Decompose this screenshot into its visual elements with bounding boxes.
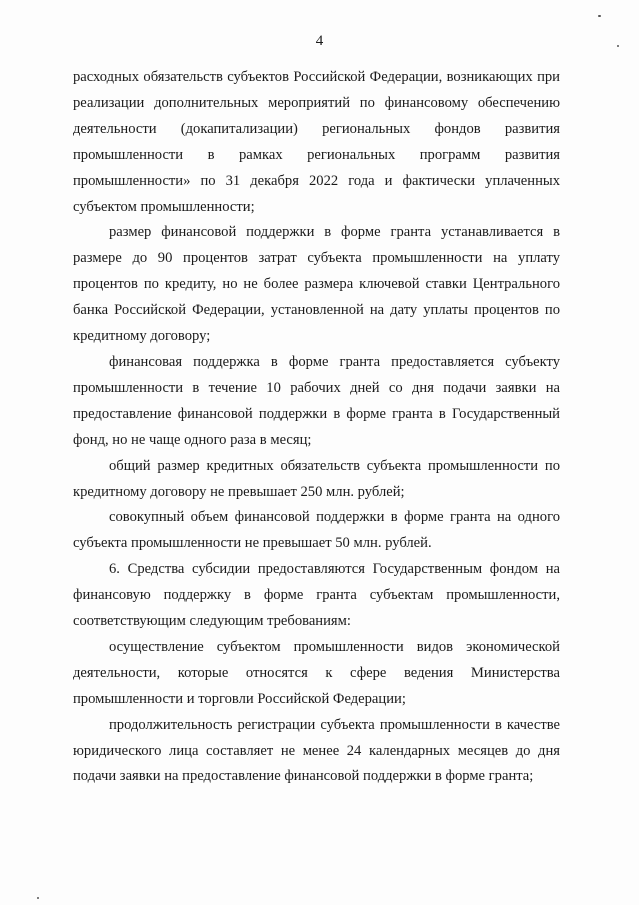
paragraph: продолжительность регистрации субъекта промышленности в качестве юридического лица составляет не менее 24 календарных месяцев до дня подачи заявки на предоставление финансовой поддержки в форме гранта;	[73, 716, 560, 785]
paragraph: 6. Средства субсидии предоставляются Государственным фондом на финансовую поддержку в форме гранта субъектам промышленности, соответствующим следующим требованиям:	[73, 561, 560, 630]
paragraph: финансовая поддержка в форме гранта предоставляется субъекту промышленности в течение 10 рабочих дней со дня подачи заявки на предоставление финансовой поддержки в форме гранта в Государственный фонд, но не чаще одного раза в месяц;	[73, 353, 560, 448]
paragraph: совокупный объем финансовой поддержки в форме гранта на одного субъекта промышленности не превышает 50 млн. рублей.	[73, 509, 560, 552]
paragraph: осуществление субъектом промышленности видов экономической деятельности, которые относятся к сфере ведения Министерства промышленности и торговли Российской Федерации;	[73, 638, 560, 707]
paragraph: размер финансовой поддержки в форме гранта устанавливается в размере до 90 процентов затрат субъекта промышленности на уплату процентов по кредиту, но не более размера ключевой ставки Центрального банка Российской Федерации, установленной на дату уплаты процентов по кредитному договору;	[73, 224, 560, 345]
scan-speck	[598, 15, 601, 17]
document-body	[73, 65, 560, 790]
scan-speck	[37, 897, 39, 899]
page-number: 4	[315, 33, 324, 49]
paragraph: общий размер кредитных обязательств субъекта промышленности по кредитному договору не превышает 250 млн. рублей;	[73, 457, 560, 500]
paragraph: расходных обязательств субъектов Российской Федерации, возникающих при реализации дополнительных мероприятий по финансовому обеспечению деятельности (докапитализации) региональных фондов развития промышленности в рамках региональных программ развития промышленности» по 31 декабря 2022 года и фактически уплаченных субъектом промышленности;	[73, 69, 560, 215]
